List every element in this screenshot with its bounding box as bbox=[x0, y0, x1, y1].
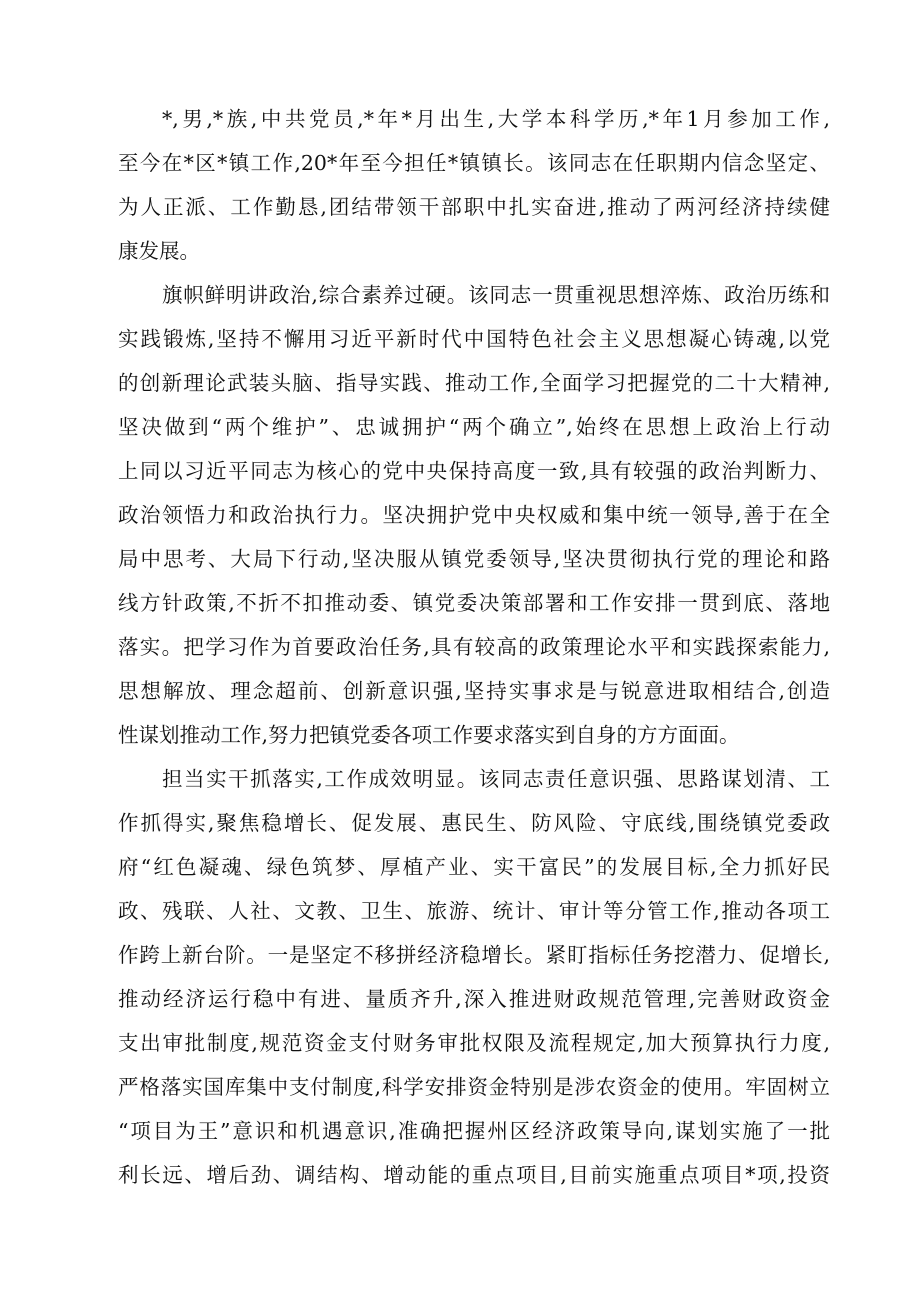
paragraph-3-line-5: 作跨上新台阶。一是坚定不移拼经济稳增长。紧盯指标任务挖潜力、促增长, bbox=[118, 943, 830, 967]
paragraph-2-line-9: 落实。把学习作为首要政治任务,具有较高的政策理论水平和实践探索能力, bbox=[118, 635, 830, 659]
paragraph-2-line-5: 上同以习近平同志为核心的党中央保持高度一致,具有较强的政治判断力、 bbox=[118, 459, 830, 483]
paragraph-1-line-3: 为人正派、工作勤恳,团结带领干部职中扎实奋进,推动了两河经济持续健 bbox=[118, 195, 830, 219]
paragraph-2-line-10: 思想解放、理念超前、创新意识强,坚持实事求是与锐意进取相结合,创造 bbox=[118, 679, 830, 703]
paragraph-3-line-7: 支出审批制度,规范资金支付财务审批权限及流程规定,加大预算执行力度, bbox=[118, 1031, 830, 1055]
paragraph-2-line-4: 坚决做到“两个维护”、忠诚拥护“两个确立”,始终在思想上政治上行动 bbox=[118, 415, 830, 439]
paragraph-3-line-9: “项目为王”意识和机遇意识,准确把握州区经济政策导向,谋划实施了一批 bbox=[118, 1119, 830, 1143]
paragraph-2-line-3: 的创新理论武装头脑、指导实践、推动工作,全面学习把握党的二十大精神, bbox=[118, 371, 830, 395]
paragraph-2-line-2: 实践锻炼,坚持不懈用习近平新时代中国特色社会主义思想凝心铸魂,以党 bbox=[118, 327, 830, 351]
paragraph-3-line-3: 府“红色凝魂、绿色筑梦、厚植产业、实干富民”的发展目标,全力抓好民 bbox=[118, 855, 830, 879]
paragraph-2-line-1: 旗帜鲜明讲政治,综合素养过硬。该同志一贯重视思想淬炼、政治历练和 bbox=[162, 283, 830, 307]
paragraph-2-line-7: 局中思考、大局下行动,坚决服从镇党委领导,坚决贯彻执行党的理论和路 bbox=[118, 547, 830, 571]
paragraph-1-line-1: *,男,*族,中共党员,*年*月出生,大学本科学历,*年1月参加工作, bbox=[162, 107, 830, 131]
paragraph-2-line-11: 性谋划推动工作,努力把镇党委各项工作要求落实到自身的方方面面。 bbox=[118, 723, 740, 747]
paragraph-3-line-2: 作抓得实,聚焦稳增长、促发展、惠民生、防风险、守底线,围绕镇党委政 bbox=[118, 811, 830, 835]
paragraph-3-line-10: 利长远、增后劲、调结构、增动能的重点项目,目前实施重点项目*项,投资 bbox=[118, 1163, 830, 1187]
paragraph-2-line-6: 政治领悟力和政治执行力。坚决拥护党中央权威和集中统一领导,善于在全 bbox=[118, 503, 830, 527]
paragraph-1-line-2: 至今在*区*镇工作,20*年至今担任*镇镇长。该同志在任职期内信念坚定、 bbox=[118, 151, 830, 175]
paragraph-3-line-6: 推动经济运行稳中有进、量质齐升,深入推进财政规范管理,完善财政资金 bbox=[118, 987, 830, 1011]
paragraph-2-line-8: 线方针政策,不折不扣推动委、镇党委决策部署和工作安排一贯到底、落地 bbox=[118, 591, 830, 615]
paragraph-3-line-8: 严格落实国库集中支付制度,科学安排资金特别是涉农资金的使用。牢固树立 bbox=[118, 1075, 830, 1099]
paragraph-1-line-4: 康发展。 bbox=[118, 239, 200, 263]
paragraph-3-line-1: 担当实干抓落实,工作成效明显。该同志责任意识强、思路谋划清、工 bbox=[162, 767, 830, 791]
paragraph-3-line-4: 政、残联、人社、文教、卫生、旅游、统计、审计等分管工作,推动各项工 bbox=[118, 899, 830, 923]
